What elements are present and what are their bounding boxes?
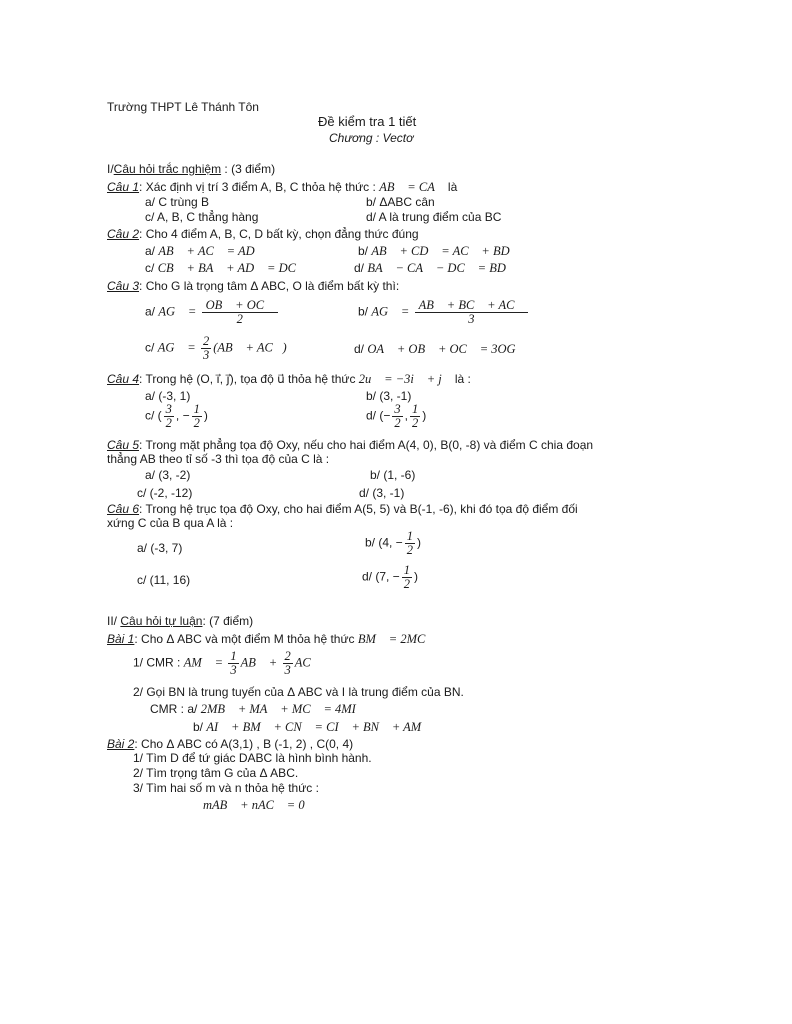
q6-option-b-den: 2 [406, 543, 413, 557]
part1-heading [107, 162, 275, 176]
q6-option-d-den: 2 [403, 577, 410, 591]
exercise-1-part-2b [193, 720, 431, 734]
question-6-line1: : Trong hệ trục tọa độ Oxy, cho hai điểm A(5, 5) và B(-1, -6), khi đó tọa độ điểm đối [139, 502, 578, 516]
q3-option-c-rhs: (AB⃗ + AC⃗) [213, 340, 287, 355]
question-4-tail: là : [454, 372, 471, 386]
question-5-line1: : Trong mặt phẳng tọa độ Oxy, nếu cho hai điểm A(4, 0), B(0, -8) và điểm C chia đoạn [139, 438, 594, 452]
exercise-1 [107, 632, 435, 646]
q3-option-d [354, 342, 525, 356]
q2-option-b-label: b/ [358, 244, 369, 258]
question-1-text: : Xác định vị trí 3 điểm A, B, C thỏa hệ thức : [139, 180, 376, 194]
question-6-line2: xứng C của B qua A là : [107, 516, 234, 530]
q3-option-d-formula: OA⃗ + OB⃗ + OC⃗ = 3OG⃗ [367, 342, 526, 356]
q5-option-b: b/ (1, -6) [370, 468, 416, 482]
chapter-subtitle: Chương : Vectơ [329, 131, 414, 145]
q6-option-b [365, 530, 421, 557]
exercise-1-part-1 [133, 650, 320, 677]
q5-option-a: a/ (3, -2) [145, 468, 191, 482]
question-1-label: Câu 1 [107, 180, 140, 194]
q5-option-c: c/ (-2, -12) [137, 486, 193, 500]
q2-option-a-formula: AB⃗ + AC⃗ = AD⃗ [158, 244, 265, 258]
q3-option-a-lhs: AG⃗ = [158, 304, 197, 319]
school-name: Trường THPT Lê Thánh Tôn [107, 100, 259, 114]
q4-option-d-den2: 2 [411, 416, 419, 430]
question-3 [107, 279, 399, 293]
question-1-tail: là [447, 180, 458, 194]
q4-option-d [366, 403, 426, 430]
q3-option-b [358, 299, 530, 326]
exercise-2-formula: mAB⃗ + nAC⃗ = 0⃗ [203, 798, 315, 812]
q2-option-d [354, 261, 516, 275]
q2-option-c [145, 261, 306, 275]
q6-option-a: a/ (-3, 7) [137, 541, 183, 555]
q1-option-d: d/ A là trung điểm của BC [366, 210, 502, 224]
q6-option-d-label: d/ (7, − [362, 569, 400, 584]
question-5-label: Câu 5 [107, 438, 140, 452]
exercise-1-part-2a-formula: 2MB⃗ + MA⃗ + MC⃗ = 4MI⃗ [200, 702, 366, 716]
exercise-1-part-1-den2: 3 [284, 663, 291, 677]
question-4-label: Câu 4 [107, 372, 140, 386]
q3-option-c-lhs: AG⃗ = [157, 340, 196, 355]
q4-option-d-num2: 1 [411, 402, 419, 416]
question-3-text: : Cho G là trọng tâm Δ ABC, O là điểm bất kỳ thì: [139, 279, 400, 293]
q4-option-c-den2: 2 [193, 416, 200, 430]
exercise-1-label: Bài 1 [107, 632, 135, 646]
part1-heading-suffix: : (3 điểm) [224, 162, 276, 176]
exercise-1-part-2b-label: b/ [193, 720, 204, 734]
exercise-1-part-1-lhs: AM⃗ = [183, 655, 224, 670]
question-2-text: : Cho 4 điểm A, B, C, D bất kỳ, chọn đẳng thức đúng [139, 227, 419, 241]
question-5-line2: thẳng AB theo tỉ số -3 thì tọa độ của C là : [107, 452, 330, 466]
q2-option-d-formula: BA⃗ − CA⃗ − DC⃗ = BD⃗ [367, 261, 516, 275]
q3-option-b-denominator: 3 [468, 312, 475, 326]
part2-heading-text: Câu hỏi tự luận [120, 614, 203, 628]
q3-option-a-denominator: 2 [236, 312, 243, 326]
q3-option-b-numerator: AB⃗ + BC⃗ + AC⃗ [415, 299, 529, 313]
q6-option-d [362, 564, 418, 591]
q4-option-c-label: c/ ( [145, 408, 162, 423]
q1-option-a: a/ C trùng B [145, 195, 210, 209]
part2-prefix: II/ [107, 614, 118, 628]
q3-option-b-lhs: AG⃗ = [371, 304, 410, 319]
q6-option-d-end: ) [413, 569, 418, 584]
q5-option-d: d/ (3, -1) [359, 486, 405, 500]
q3-option-c-label: c/ [145, 340, 155, 355]
exercise-1-formula: BM⃗ = 2MC⃗ [357, 632, 436, 646]
q3-option-a [145, 299, 280, 326]
question-2-label: Câu 2 [107, 227, 140, 241]
question-6 [107, 502, 578, 516]
q4-option-c [145, 403, 208, 430]
q4-option-c-sep: , − [175, 408, 190, 423]
page-title: Đề kiểm tra 1 tiết [318, 114, 417, 129]
question-4-formula: 2u⃗ = −3i⃗ + j⃗ [358, 372, 452, 386]
q3-option-c-denominator: 3 [202, 348, 210, 362]
part2-heading-suffix: : (7 điểm) [202, 614, 254, 628]
question-2 [107, 227, 419, 241]
exercise-1-part-1-den1: 3 [230, 663, 237, 677]
exercise-1-part-2b-formula: AI⃗ + BM⃗ + CN⃗ = CI⃗ + BN⃗ + AM⃗ [206, 720, 431, 734]
q3-option-d-label: d/ [354, 342, 365, 356]
q4-option-d-den1: 2 [394, 416, 401, 430]
q4-option-c-den1: 2 [165, 416, 172, 430]
q6-option-d-num: 1 [403, 563, 410, 577]
q4-option-c-num1: 3 [165, 402, 172, 416]
question-6-label: Câu 6 [107, 502, 140, 516]
q1-option-c: c/ A, B, C thẳng hàng [145, 210, 259, 224]
q3-option-a-numerator: OB⃗ + OC⃗ [202, 299, 278, 313]
part2-heading [107, 614, 253, 628]
q2-option-a [145, 244, 264, 258]
exercise-2-part-3: 3/ Tìm hai số m và n thỏa hệ thức : [133, 781, 319, 795]
q4-option-d-end: ) [422, 408, 427, 423]
exercise-1-part-2a [150, 702, 366, 716]
exercise-1-part-2: 2/ Gọi BN là trung tuyến của Δ ABC và I là trung điểm của BN. [133, 685, 464, 699]
q4-option-c-num2: 1 [193, 402, 200, 416]
exercise-2-text: : Cho Δ ABC có A(3,1) , B (-1, 2) , C(0, 4) [134, 737, 354, 751]
q6-option-b-num: 1 [406, 529, 413, 543]
exercise-1-part-1-label: 1/ CMR : [133, 655, 181, 670]
exercise-1-part-1-term1: AB⃗ + [240, 655, 278, 670]
exercise-2-label: Bài 2 [107, 737, 135, 751]
q2-option-c-formula: CB⃗ + BA⃗ + AD⃗ = DC⃗ [157, 261, 306, 275]
q1-option-b: b/ ΔABC cân [366, 195, 435, 209]
q3-option-c [145, 335, 287, 362]
question-5 [107, 438, 593, 452]
question-3-label: Câu 3 [107, 279, 140, 293]
q6-option-b-end: ) [416, 535, 421, 550]
part1-heading-text: Câu hỏi trắc nghiệm [113, 162, 222, 176]
exercise-2-part-2: 2/ Tìm trọng tâm G của Δ ABC. [133, 766, 299, 780]
question-4-text: : Trong hệ (O, i⃗, j⃗), tọa độ u⃗ thỏa hệ thức [139, 372, 356, 386]
exercise-2 [107, 737, 353, 751]
q2-option-a-label: a/ [145, 244, 156, 258]
q4-option-d-sep: , [404, 408, 408, 423]
exercise-1-part-1-term2: AC⃗ [294, 655, 321, 670]
q2-option-b [358, 244, 519, 258]
q4-option-d-label: d/ (− [366, 408, 391, 423]
exercise-1-part-2a-label: CMR : a/ [150, 702, 198, 716]
exercise-1-part-1-num1: 1 [230, 649, 237, 663]
q3-option-c-numerator: 2 [202, 334, 210, 348]
question-1-formula: AB⃗ = CA⃗ [379, 180, 445, 194]
q2-option-c-label: c/ [145, 261, 155, 275]
q4-option-a: a/ (-3, 1) [145, 389, 191, 403]
part1-prefix: I/ [107, 162, 114, 176]
q2-option-b-formula: AB⃗ + CD⃗ = AC⃗ + BD⃗ [371, 244, 520, 258]
question-4 [107, 372, 471, 386]
q2-option-d-label: d/ [354, 261, 365, 275]
q4-option-d-num1: 3 [394, 402, 401, 416]
exercise-2-part-1: 1/ Tìm D để tứ giác DABC là hình bình hành. [133, 751, 372, 765]
q3-option-b-label: b/ [358, 304, 369, 319]
q4-option-b: b/ (3, -1) [366, 389, 412, 403]
q6-option-c: c/ (11, 16) [137, 573, 191, 587]
q3-option-a-label: a/ [145, 304, 156, 319]
q6-option-b-label: b/ (4, − [365, 535, 403, 550]
exercise-1-part-1-num2: 2 [284, 649, 291, 663]
question-1 [107, 180, 457, 194]
exercise-1-text: : Cho Δ ABC và một điểm M thỏa hệ thức [134, 632, 355, 646]
q4-option-c-end: ) [203, 408, 208, 423]
